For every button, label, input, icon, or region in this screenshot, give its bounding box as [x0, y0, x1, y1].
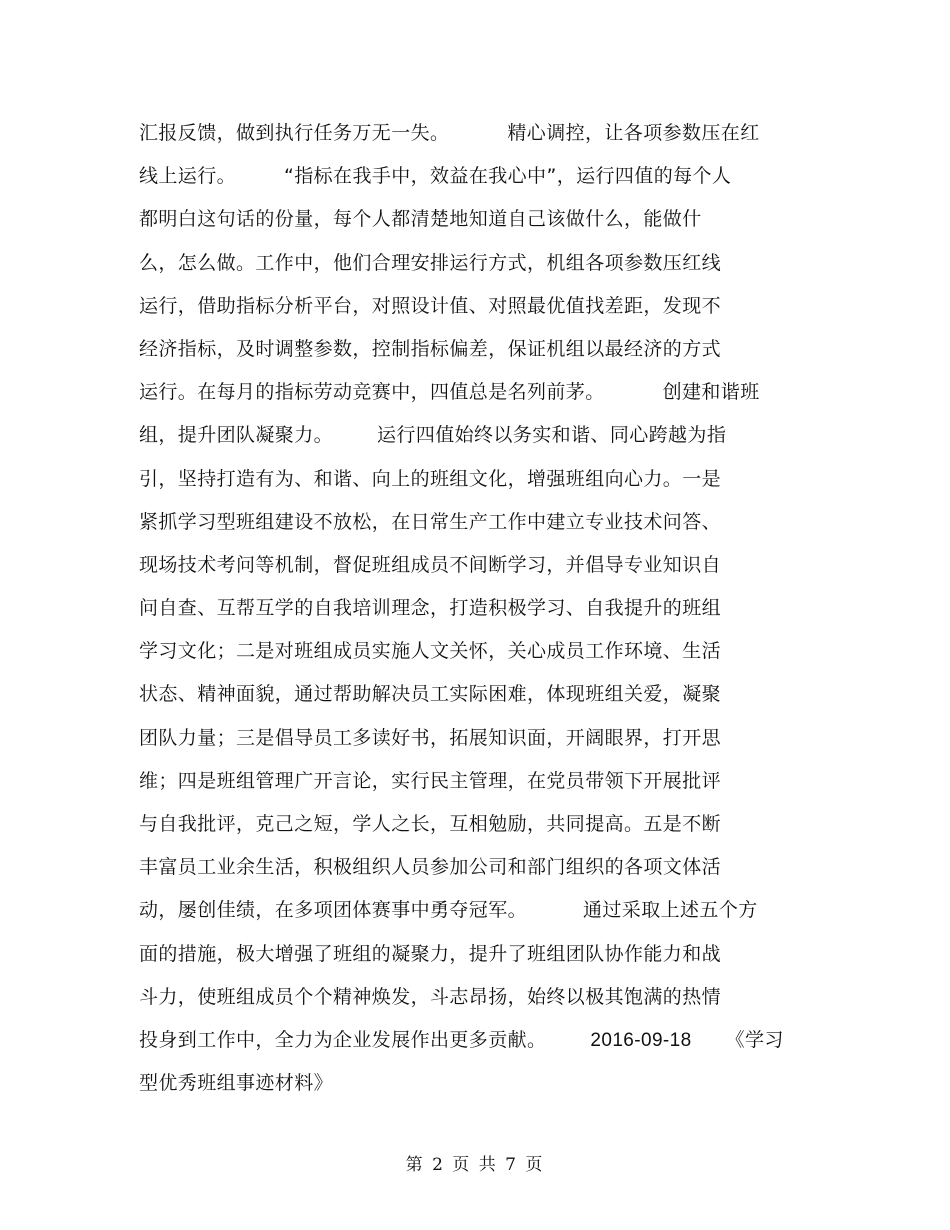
- text-segment: 问自查、互帮互学的自我培训理念，打造积极学习、自我提升的班组: [139, 597, 722, 620]
- text-segment: 运行。在每月的指标劳动竞赛中，四值总是名列前茅。: [139, 381, 605, 404]
- text-segment: 创建和谐班: [662, 381, 760, 404]
- text-line: [139, 803, 839, 846]
- text-line: [139, 155, 839, 198]
- text-line: [139, 328, 839, 371]
- text-line: [139, 1019, 839, 1062]
- text-line: [139, 587, 839, 630]
- document-date: 2016-09-18: [590, 1029, 692, 1051]
- text-segment: 都明白这句话的份量，每个人都清楚地知道自己该做什么，能做什: [139, 208, 702, 231]
- text-line: [139, 198, 839, 241]
- text-line: [139, 544, 839, 587]
- text-line: [139, 414, 839, 457]
- text-line: [139, 458, 839, 501]
- text-segment: 运行四值始终以务实和谐、同心跨越为指: [377, 424, 727, 447]
- text-segment: 么，怎么做。工作中，他们合理安排运行方式，机组各项参数压红线: [139, 251, 722, 274]
- text-segment: 状态、精神面貌，通过帮助解决员工实际困难，体现班组关爱，凝聚: [139, 683, 722, 706]
- text-line: [139, 371, 839, 414]
- text-segment: 汇报反馈，做到执行任务万无一失。: [139, 122, 450, 144]
- text-segment: 团队力量；三是倡导员工多读好书，拓展知识面，开阔眼界，打开思: [139, 726, 722, 749]
- text-segment: 《学习: [725, 1028, 784, 1051]
- text-segment: 学习文化；二是对班组成员实施人文关怀，关心成员工作环境、生活: [139, 640, 722, 663]
- text-segment: 面的措施，极大增强了班组的凝聚力，提升了班组团队协作能力和战: [139, 942, 722, 965]
- page-number-footer: 第 2 页 共 7 页: [405, 1155, 545, 1175]
- text-line: [139, 673, 839, 716]
- text-line: [139, 717, 839, 760]
- text-line: [139, 933, 839, 976]
- text-line: [139, 242, 839, 285]
- text-segment: 组，提升团队凝聚力。: [139, 424, 334, 447]
- text-segment: 精心调控，让各项参数压在红: [507, 122, 760, 144]
- text-segment: 投身到工作中，全力为企业发展作出更多贡献。: [139, 1028, 547, 1051]
- text-line: [139, 285, 839, 328]
- text-line: [139, 760, 839, 803]
- text-segment: 动，屡创佳绩，在多项团体赛事中勇夺冠军。: [139, 899, 528, 922]
- text-segment: “指标在我手中，效益在我心中”，运行四值的每个人: [284, 165, 732, 188]
- text-segment: 与自我批评，克己之短，学人之长，互相勉励，共同提高。五是不断: [139, 813, 722, 835]
- text-segment: 维；四是班组管理广开言论，实行民主管理，在党员带领下开展批评: [139, 769, 722, 792]
- text-line: [139, 889, 839, 932]
- text-line: [139, 1062, 839, 1105]
- text-segment: 经济指标，及时调整参数，控制指标偏差，保证机组以最经济的方式: [139, 337, 722, 360]
- text-segment: 通过采取上述五个方: [583, 899, 758, 922]
- text-segment: 紧抓学习型班组建设不放松，在日常生产工作中建立专业技术问答、: [139, 510, 722, 533]
- text-line: [139, 846, 839, 889]
- text-line: [139, 501, 839, 544]
- text-line: [139, 630, 839, 673]
- text-line: [139, 976, 839, 1019]
- text-segment: 现场技术考问等机制，督促班组成员不间断学习，并倡导专业知识自: [139, 553, 722, 576]
- text-segment: 斗力，使班组成员个个精神焕发，斗志昂扬，始终以极其饱满的热情: [139, 985, 722, 1008]
- text-segment: 丰富员工业余生活，积极组织人员参加公司和部门组织的各项文体活: [139, 856, 722, 879]
- text-line: [139, 112, 839, 155]
- text-segment: 型优秀班组事迹材料》: [139, 1072, 334, 1095]
- document-body: [139, 112, 839, 1105]
- text-segment: 运行，借助指标分析平台，对照设计值、对照最优值找差距，发现不: [139, 294, 722, 317]
- text-segment: 引，坚持打造有为、和谐、向上的班组文化，增强班组向心力。一是: [139, 467, 722, 490]
- text-segment: 线上运行。: [139, 165, 237, 188]
